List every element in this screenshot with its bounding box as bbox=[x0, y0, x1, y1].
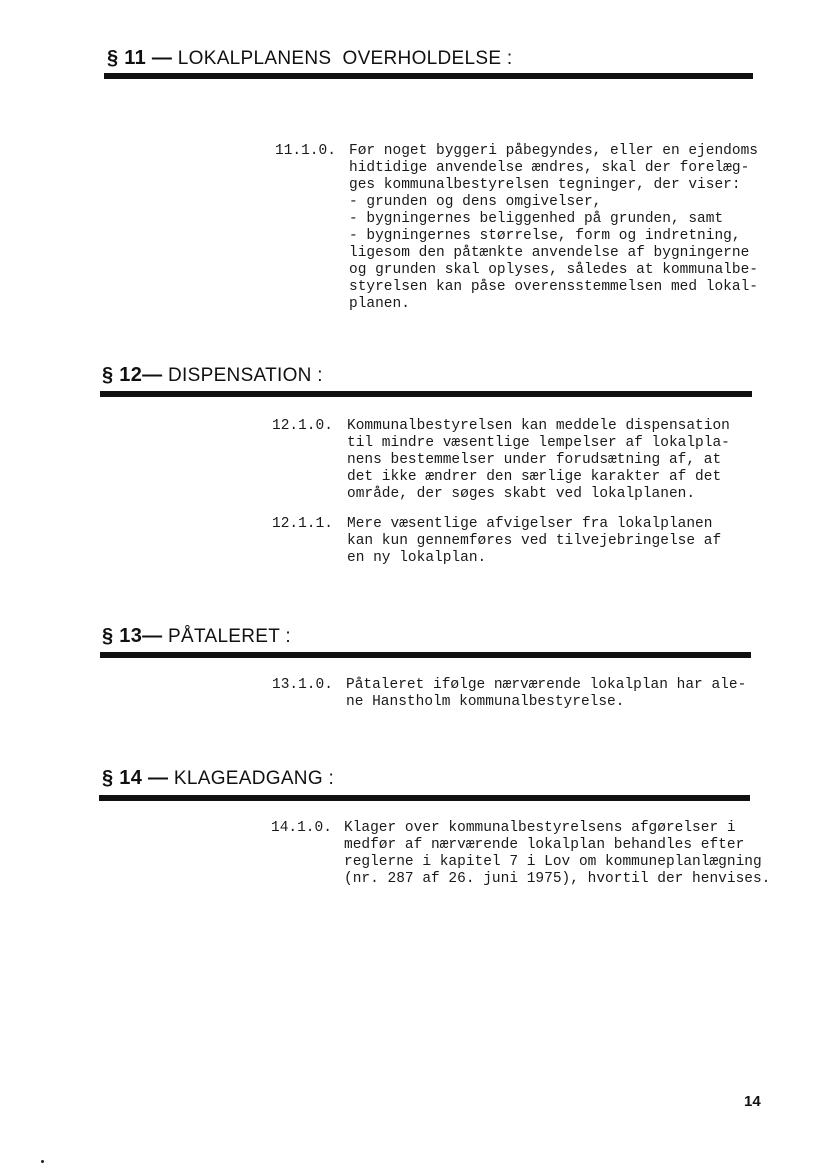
section-13-heading bbox=[102, 625, 291, 648]
clause-line: område, der søges skabt ved lokalplanen. bbox=[347, 486, 696, 502]
scan-speck bbox=[41, 1160, 44, 1163]
section-12-title: DISPENSATION : bbox=[168, 365, 323, 386]
section-11-marker: § 11 — bbox=[107, 47, 173, 69]
clause-line: til mindre væsentlige lempelser af lokalpla- bbox=[347, 435, 730, 451]
clause-line: - grunden og dens omgivelser, bbox=[349, 194, 602, 210]
section-14-rule bbox=[99, 795, 750, 801]
section-13-rule bbox=[100, 652, 751, 658]
clause-line: - bygningernes beliggenhed på grunden, samt bbox=[349, 211, 724, 227]
clause-line: og grunden skal oplyses, således at kommunalbe- bbox=[349, 262, 758, 278]
section-11-rule bbox=[104, 73, 753, 79]
clause-number: 12.1.0. bbox=[272, 418, 333, 434]
section-13-marker: § 13— bbox=[102, 625, 163, 647]
clause-line: medfør af nærværende lokalplan behandles efter bbox=[344, 837, 745, 853]
section-12-marker: § 12— bbox=[102, 364, 163, 386]
section-14-marker: § 14 — bbox=[102, 767, 169, 789]
clause-line: Påtaleret ifølge nærværende lokalplan har ale- bbox=[346, 677, 747, 693]
section-13-title: PÅTALERET : bbox=[168, 626, 291, 647]
clause-line: Kommunalbestyrelsen kan meddele dispensation bbox=[347, 418, 730, 434]
clause-line: Klager over kommunalbestyrelsens afgørelser i bbox=[344, 820, 736, 836]
clause-number: 11.1.0. bbox=[275, 143, 336, 159]
section-11-heading bbox=[107, 47, 512, 70]
clause-line: Mere væsentlige afvigelser fra lokalplanen bbox=[347, 516, 713, 532]
clause-12-1-1 bbox=[272, 516, 792, 568]
clause-number: 14.1.0. bbox=[271, 820, 332, 836]
clause-14-1-0 bbox=[271, 820, 816, 890]
clause-line: kan kun gennemføres ved tilvejebringelse af bbox=[347, 533, 722, 549]
clause-line: (nr. 287 af 26. juni 1975), hvortil der henvises. bbox=[344, 871, 771, 887]
clause-line: en ny lokalplan. bbox=[347, 550, 487, 566]
clause-12-1-0 bbox=[272, 418, 792, 504]
clause-line: - bygningernes størrelse, form og indretning, bbox=[349, 228, 741, 244]
section-14-heading bbox=[102, 767, 334, 790]
section-12-rule bbox=[100, 391, 752, 397]
clause-line: Før noget byggeri påbegyndes, eller en ejendoms bbox=[349, 143, 758, 159]
clause-13-1-0 bbox=[272, 677, 792, 712]
clause-line: styrelsen kan påse overensstemmelsen med lokal- bbox=[349, 279, 758, 295]
clause-11-1-0 bbox=[275, 143, 795, 318]
section-14-title: KLAGEADGANG : bbox=[173, 768, 335, 789]
clause-line: ne Hanstholm kommunalbestyrelse. bbox=[346, 694, 625, 710]
clause-number: 13.1.0. bbox=[272, 677, 333, 693]
page-number: 14 bbox=[744, 1093, 761, 1110]
clause-line: planen. bbox=[349, 296, 410, 312]
clause-line: nens bestemmelser under forudsætning af, at bbox=[347, 452, 722, 468]
section-11-title: LOKALPLANENS OVERHOLDELSE : bbox=[177, 48, 513, 69]
clause-line: det ikke ændrer den særlige karakter af det bbox=[347, 469, 722, 485]
clause-number: 12.1.1. bbox=[272, 516, 333, 532]
clause-line: reglerne i kapitel 7 i Lov om kommuneplanlægning bbox=[344, 854, 762, 870]
clause-line: ges kommunalbestyrelsen tegninger, der viser: bbox=[349, 177, 741, 193]
clause-line: ligesom den påtænkte anvendelse af bygningerne bbox=[349, 245, 750, 261]
section-12-heading bbox=[102, 364, 323, 387]
clause-line: hidtidige anvendelse ændres, skal der forelæg- bbox=[349, 160, 750, 176]
